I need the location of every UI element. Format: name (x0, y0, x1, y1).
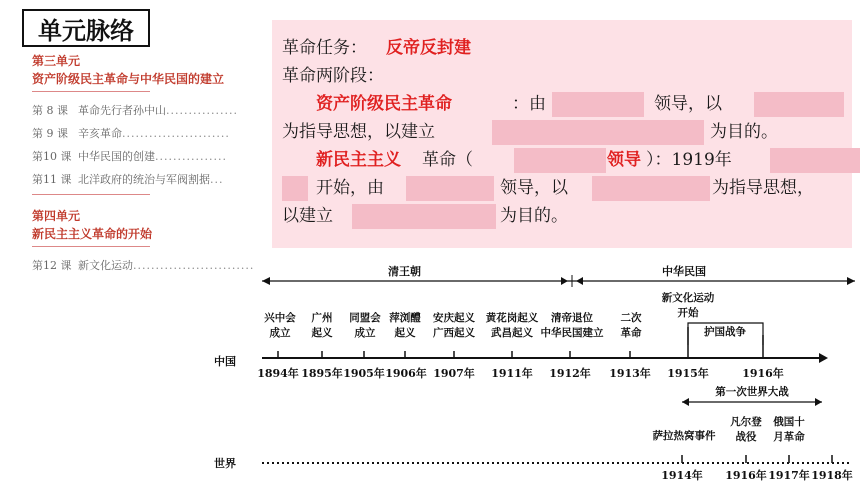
year-label: 1906年 (385, 367, 427, 380)
lesson-number: 第11 课 (32, 173, 72, 186)
bourgeois-line-1 (282, 90, 842, 118)
china-event (662, 291, 715, 321)
lesson-item[interactable] (32, 99, 264, 122)
text-fragment: 为指导思想，以建立 (282, 122, 435, 142)
leader-dots: ................ (155, 150, 227, 163)
event-line: 萍浏醴 (389, 312, 421, 324)
lesson-title: 北洋政府的统治与军阀割据 (78, 173, 210, 186)
text-fragment: 为指导思想， (712, 178, 814, 198)
leader-dots: ........................... (133, 259, 255, 272)
era-qing-label: 清王朝 (388, 265, 421, 278)
arrow-right-icon (561, 277, 568, 285)
event-line: 新文化运动 (661, 292, 715, 304)
arrow-right-icon (815, 398, 822, 406)
task-line (282, 34, 842, 62)
event-line: 凡尔登 (730, 416, 762, 428)
china-event (312, 311, 333, 341)
year-label: 1913年 (609, 367, 651, 380)
text-fragment: 以建立 (282, 206, 333, 226)
world-ticks (682, 455, 832, 463)
year-label: 1905年 (343, 367, 385, 380)
event-line: 成立 (269, 327, 291, 339)
china-event (433, 311, 475, 341)
text-fragment: ：由 (512, 94, 546, 114)
war-label: 护国战争 (704, 326, 746, 338)
answer-blank[interactable] (352, 204, 496, 229)
year-label: 1912年 (549, 367, 591, 380)
china-event (541, 311, 604, 341)
year-label: 1918年 (811, 469, 853, 482)
newdem-line-1 (282, 146, 842, 174)
leader-dots: ........................ (122, 127, 230, 140)
lesson-number: 第10 课 (32, 150, 72, 163)
world-event (773, 415, 805, 445)
divider (32, 194, 150, 195)
event-line: 起义 (311, 327, 333, 339)
event-line: 安庆起义 (433, 312, 475, 324)
event-line: 兴中会 (264, 312, 296, 324)
lesson-item[interactable] (32, 145, 264, 168)
china-event (621, 311, 642, 341)
newdem-line-2 (282, 174, 842, 202)
lesson-title: 中华民国的创建 (78, 150, 155, 163)
unit-context-title: 单元脉络 (22, 9, 150, 47)
history-timeline (200, 255, 860, 484)
event-line: 清帝退位 (551, 312, 593, 324)
era-roc-label: 中华民国 (662, 265, 706, 278)
arrow-left-icon (576, 277, 583, 285)
lesson-title: 新文化运动 (78, 259, 133, 272)
lesson-title: 辛亥革命 (78, 127, 122, 140)
event-line: 广州 (311, 312, 333, 324)
world-row-label: 世界 (214, 457, 236, 470)
leadership-term: 领导 (607, 150, 641, 170)
event-line: 二次 (620, 312, 642, 324)
text-fragment: 领导，以 (500, 178, 568, 198)
arrow-right-icon (847, 277, 855, 285)
text-fragment: 为目的。 (710, 122, 778, 142)
event-line: 黄花岗起义 (485, 312, 539, 324)
arrow-left-icon (682, 398, 689, 406)
lesson-item[interactable] (32, 168, 264, 191)
answer-blank[interactable] (492, 120, 704, 145)
event-line: 俄国十 (773, 416, 805, 428)
year-label: 1895年 (301, 367, 343, 380)
unit3-heading (32, 52, 264, 88)
answer-blank[interactable] (592, 176, 710, 201)
china-event (486, 311, 539, 341)
newdem-line-3 (282, 202, 842, 230)
new-democratic-term: 新民主主义 (316, 150, 401, 170)
year-label: 1916年 (742, 367, 784, 380)
answer-blank[interactable] (282, 176, 308, 201)
year-label: 1907年 (433, 367, 475, 380)
task-value: 反帝反封建 (386, 38, 471, 58)
lesson-number: 第 8 课 (32, 104, 68, 117)
lesson-number: 第 9 课 (32, 127, 68, 140)
answer-blank[interactable] (552, 92, 644, 117)
event-line: 萨拉热窝事件 (652, 430, 716, 442)
arrow-right-icon (819, 353, 828, 363)
leader-dots: ................ (166, 104, 238, 117)
divider (32, 91, 150, 92)
lesson-number: 第12 课 (32, 259, 72, 272)
event-line: 开始 (677, 307, 699, 319)
year-label: 1915年 (667, 367, 709, 380)
event-line: 成立 (354, 327, 376, 339)
china-event (349, 311, 381, 341)
answer-blank[interactable] (754, 92, 844, 117)
lesson-title: 革命先行者孙中山 (78, 104, 166, 117)
year-label: 1914年 (661, 469, 703, 482)
event-line: 战役 (735, 431, 757, 443)
world-event (653, 429, 716, 444)
lesson-item[interactable] (32, 122, 264, 145)
event-line: 起义 (394, 327, 416, 339)
unit4-number: 第四单元 (32, 209, 81, 223)
text-fragment: 领导，以 (654, 94, 722, 114)
event-line: 革命 (620, 327, 642, 339)
unit3-number: 第三单元 (32, 54, 81, 68)
year-label: 1894年 (257, 367, 299, 380)
answer-blank[interactable] (514, 148, 606, 173)
unit3-title: 资产阶级民主革命与中华民国的建立 (32, 72, 225, 86)
answer-blank[interactable] (406, 176, 494, 201)
event-line: 月革命 (773, 431, 805, 443)
unit4-heading (32, 207, 264, 243)
bourgeois-revolution-term: 资产阶级民主革命 (316, 94, 452, 114)
stages-label: 革命两阶段： (282, 66, 384, 86)
table-of-contents (32, 52, 264, 277)
text-fragment: 开始，由 (316, 178, 384, 198)
china-row-label: 中国 (214, 355, 236, 368)
unit3-lessons (32, 99, 264, 191)
year-label: 1916年 (725, 469, 767, 482)
ww1-label: 第一次世界大战 (715, 386, 789, 398)
china-event (264, 311, 296, 341)
event-line: 武昌起义 (491, 327, 533, 339)
china-event (389, 311, 421, 341)
leader-dots: ... (210, 173, 224, 186)
text-fragment: 为目的。 (500, 206, 568, 226)
fill-in-panel (272, 20, 852, 248)
year-label: 1911年 (491, 367, 533, 380)
arrow-left-icon (262, 277, 270, 285)
answer-blank[interactable] (770, 148, 860, 173)
bourgeois-line-2 (282, 118, 842, 146)
event-line: 中华民国建立 (540, 327, 604, 339)
task-label: 革命任务： (282, 38, 367, 58)
year-label: 1917年 (768, 469, 810, 482)
text-fragment: 革命（ (422, 150, 473, 170)
world-event (730, 415, 762, 445)
divider (32, 246, 150, 247)
unit4-title: 新民主主义革命的开始 (32, 227, 153, 241)
event-line: 同盟会 (349, 312, 381, 324)
text-fragment: ）：1919年 (646, 150, 732, 170)
stages-line (282, 62, 842, 90)
event-line: 广西起义 (433, 327, 475, 339)
